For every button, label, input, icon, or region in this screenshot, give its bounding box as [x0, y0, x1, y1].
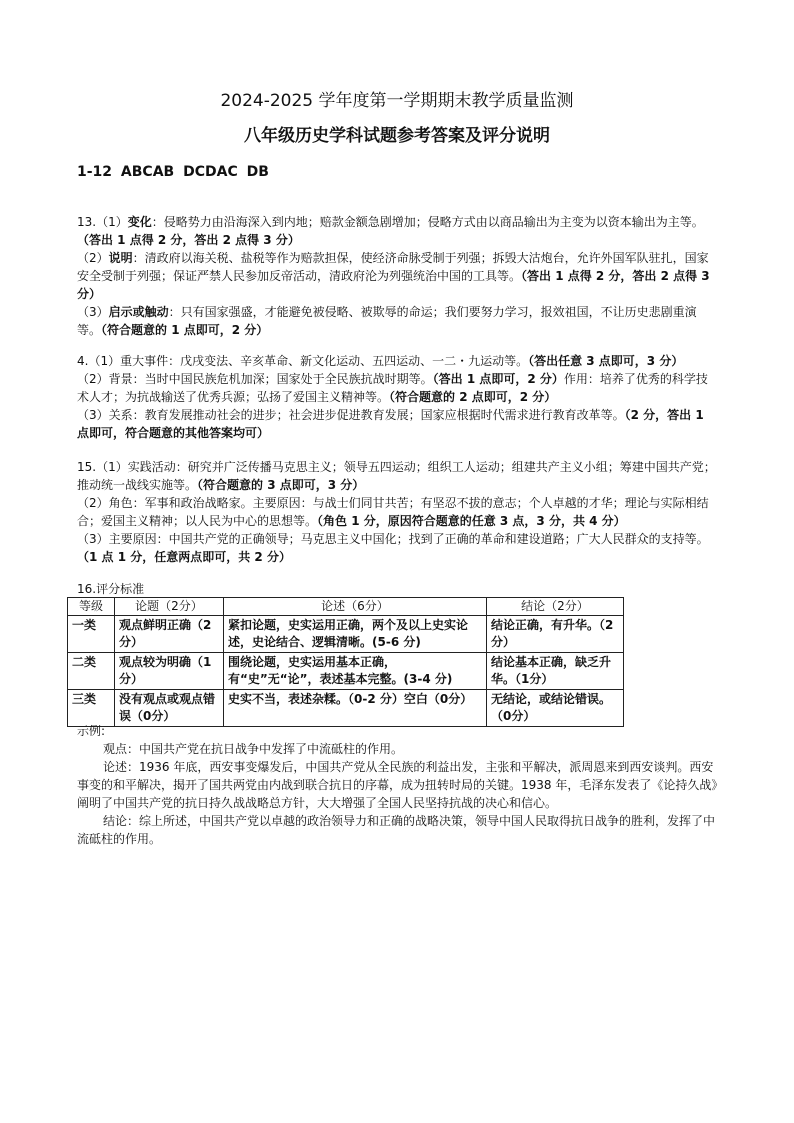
document-subtitle: 八年级历史学科试题参考答案及评分说明 — [244, 126, 550, 146]
table-cell: 结论基本正确，缺乏升华。（1分） — [487, 653, 624, 690]
q13-part-3: （3）启示或触动：只有国家强盛，才能避免被侵略、被欺辱的命运；我们要努力学习，报效祖国，不让历史悲剧重演等。（符合题意的 1 点即可，2 分） — [77, 305, 697, 337]
example-label: 示例: — [77, 724, 106, 738]
question-14 — [77, 352, 719, 442]
example-viewpoint: 观点：中国共产党在抗日战争中发挥了中流砥柱的作用。 — [103, 742, 404, 756]
table-header-cell: 等级 — [68, 598, 115, 616]
q15-part-2: （2）角色：军事和政治战略家。主要原因：与战士们同甘共苦；有坚忍不拔的意志；个人卓越的才华；理论与实际相结合；爱国主义精神；以人民为中心的思想等。（角色 1 分，原因符合题意的任意 3 点，3 分，共 4 分） — [77, 496, 709, 528]
table-cell: 二类 — [68, 653, 115, 690]
q15-part-3: （3）主要原因：中国共产党的正确领导；马克思主义中国化；找到了正确的革命和建设道路；广大人民群众的支持等。（1 点 1 分，任意两点即可，共 2 分） — [77, 532, 709, 564]
table-cell: 围绕论题，史实运用基本正确，有“史”无“论”，表述基本完整。(3-4 分) — [224, 653, 487, 690]
table-cell: 观点较为明确（1分） — [115, 653, 224, 690]
question-15 — [77, 458, 719, 566]
table-header-cell: 结论（2分） — [487, 598, 624, 616]
question-13 — [77, 213, 719, 339]
example-argument: 论述：1936 年底，西安事变爆发后，中国共产党从全民族的利益出发，主张和平解决，派周恩来到西安谈判。西安事变的和平解决，揭开了国共两党由内战到联合抗日的序幕，成为扭转时局的关键。1938 年，毛泽东发表了《论持久战》阐明了中国共产党的抗日持久战战略总方针，大大增强了全国人民坚持抗战的决心和信心。 — [77, 760, 718, 810]
q14-part-1: 4.（1）重大事件：戊戌变法、辛亥革命、新文化运动、五四运动、一二・九运动等。（答出任意 3 点即可，3 分） — [77, 354, 684, 368]
table-cell: 无结论，或结论错误。（0分） — [487, 690, 624, 727]
table-row — [68, 616, 624, 653]
table-cell: 三类 — [68, 690, 115, 727]
table-row — [68, 653, 624, 690]
table-cell: 没有观点或观点错误（0分） — [115, 690, 224, 727]
q15-part-1: 15.（1）实践活动：研究并广泛传播马克思主义；领导五四运动；组织工人运动；组建共产主义小组；筹建中国共产党；推动统一战线实施等。（符合题意的 3 点即可，3 分） — [77, 460, 716, 492]
q14-part-2: （2）背景：当时中国民族危机加深；国家处于全民族抗战时期等。（答出 1 点即可，2 分）作用：培养了优秀的科学技术人才；为抗战输送了优秀兵源；弘扬了爱国主义精神等。（符合题意的 2 点即可，2 分） — [77, 372, 708, 404]
table-header-cell: 论述（6分） — [224, 598, 487, 616]
example-conclusion: 结论：综上所述，中国共产党以卓越的政治领导力和正确的战略决策，领导中国人民取得抗日战争的胜利，发挥了中流砥柱的作用。 — [77, 814, 716, 846]
table-cell: 史实不当，表述杂糅。（0-2 分）空白（0分） — [224, 690, 487, 727]
q13-part-1: 13.（1）变化：侵略势力由沿海深入到内地；赔款金额急剧增加；侵略方式由以商品输出为主变为以资本输出为主等。（答出 1 点得 2 分，答出 2 点得 3 分） — [77, 215, 704, 247]
table-cell: 一类 — [68, 616, 115, 653]
table-cell: 结论正确，有升华。（2分） — [487, 616, 624, 653]
table-row — [68, 690, 624, 727]
mc-group-3: DB — [246, 164, 269, 180]
table-cell: 紧扣论题，史实运用正确，两个及以上史实论述，史论结合、逻辑清晰。(5-6 分) — [224, 616, 487, 653]
q16-heading: 16.评分标准 — [77, 582, 145, 596]
q14-part-3: （3）关系：教育发展推动社会的进步；社会进步促进教育发展；国家应根据时代需求进行教育改革等。（2 分，答出 1 点即可，符合题意的其他答案均可） — [77, 408, 704, 440]
document-title: 2024-2025 学年度第一学期期末教学质量监测 — [220, 91, 574, 111]
example-answer — [77, 722, 719, 848]
table-header-row — [68, 598, 624, 616]
table-header-cell: 论题（2分） — [115, 598, 224, 616]
mc-group-1: ABCAB — [120, 164, 175, 180]
table-cell: 观点鲜明正确（2分） — [115, 616, 224, 653]
grading-table — [67, 597, 624, 727]
multiple-choice-answers — [77, 164, 269, 180]
mc-range: 1-12 — [77, 164, 113, 180]
q13-part-2: （2）说明：清政府以海关税、盐税等作为赔款担保，使经济命脉受制于列强；拆毁大沽炮台，允许外国军队驻扎，国家安全受制于列强；保证严禁人民参加反帝活动，清政府沦为列强统治中国的工具等。（答出 1 点得 2 分，答出 2 点得 3 分） — [77, 251, 710, 301]
mc-group-2: DCDAC — [183, 164, 238, 180]
